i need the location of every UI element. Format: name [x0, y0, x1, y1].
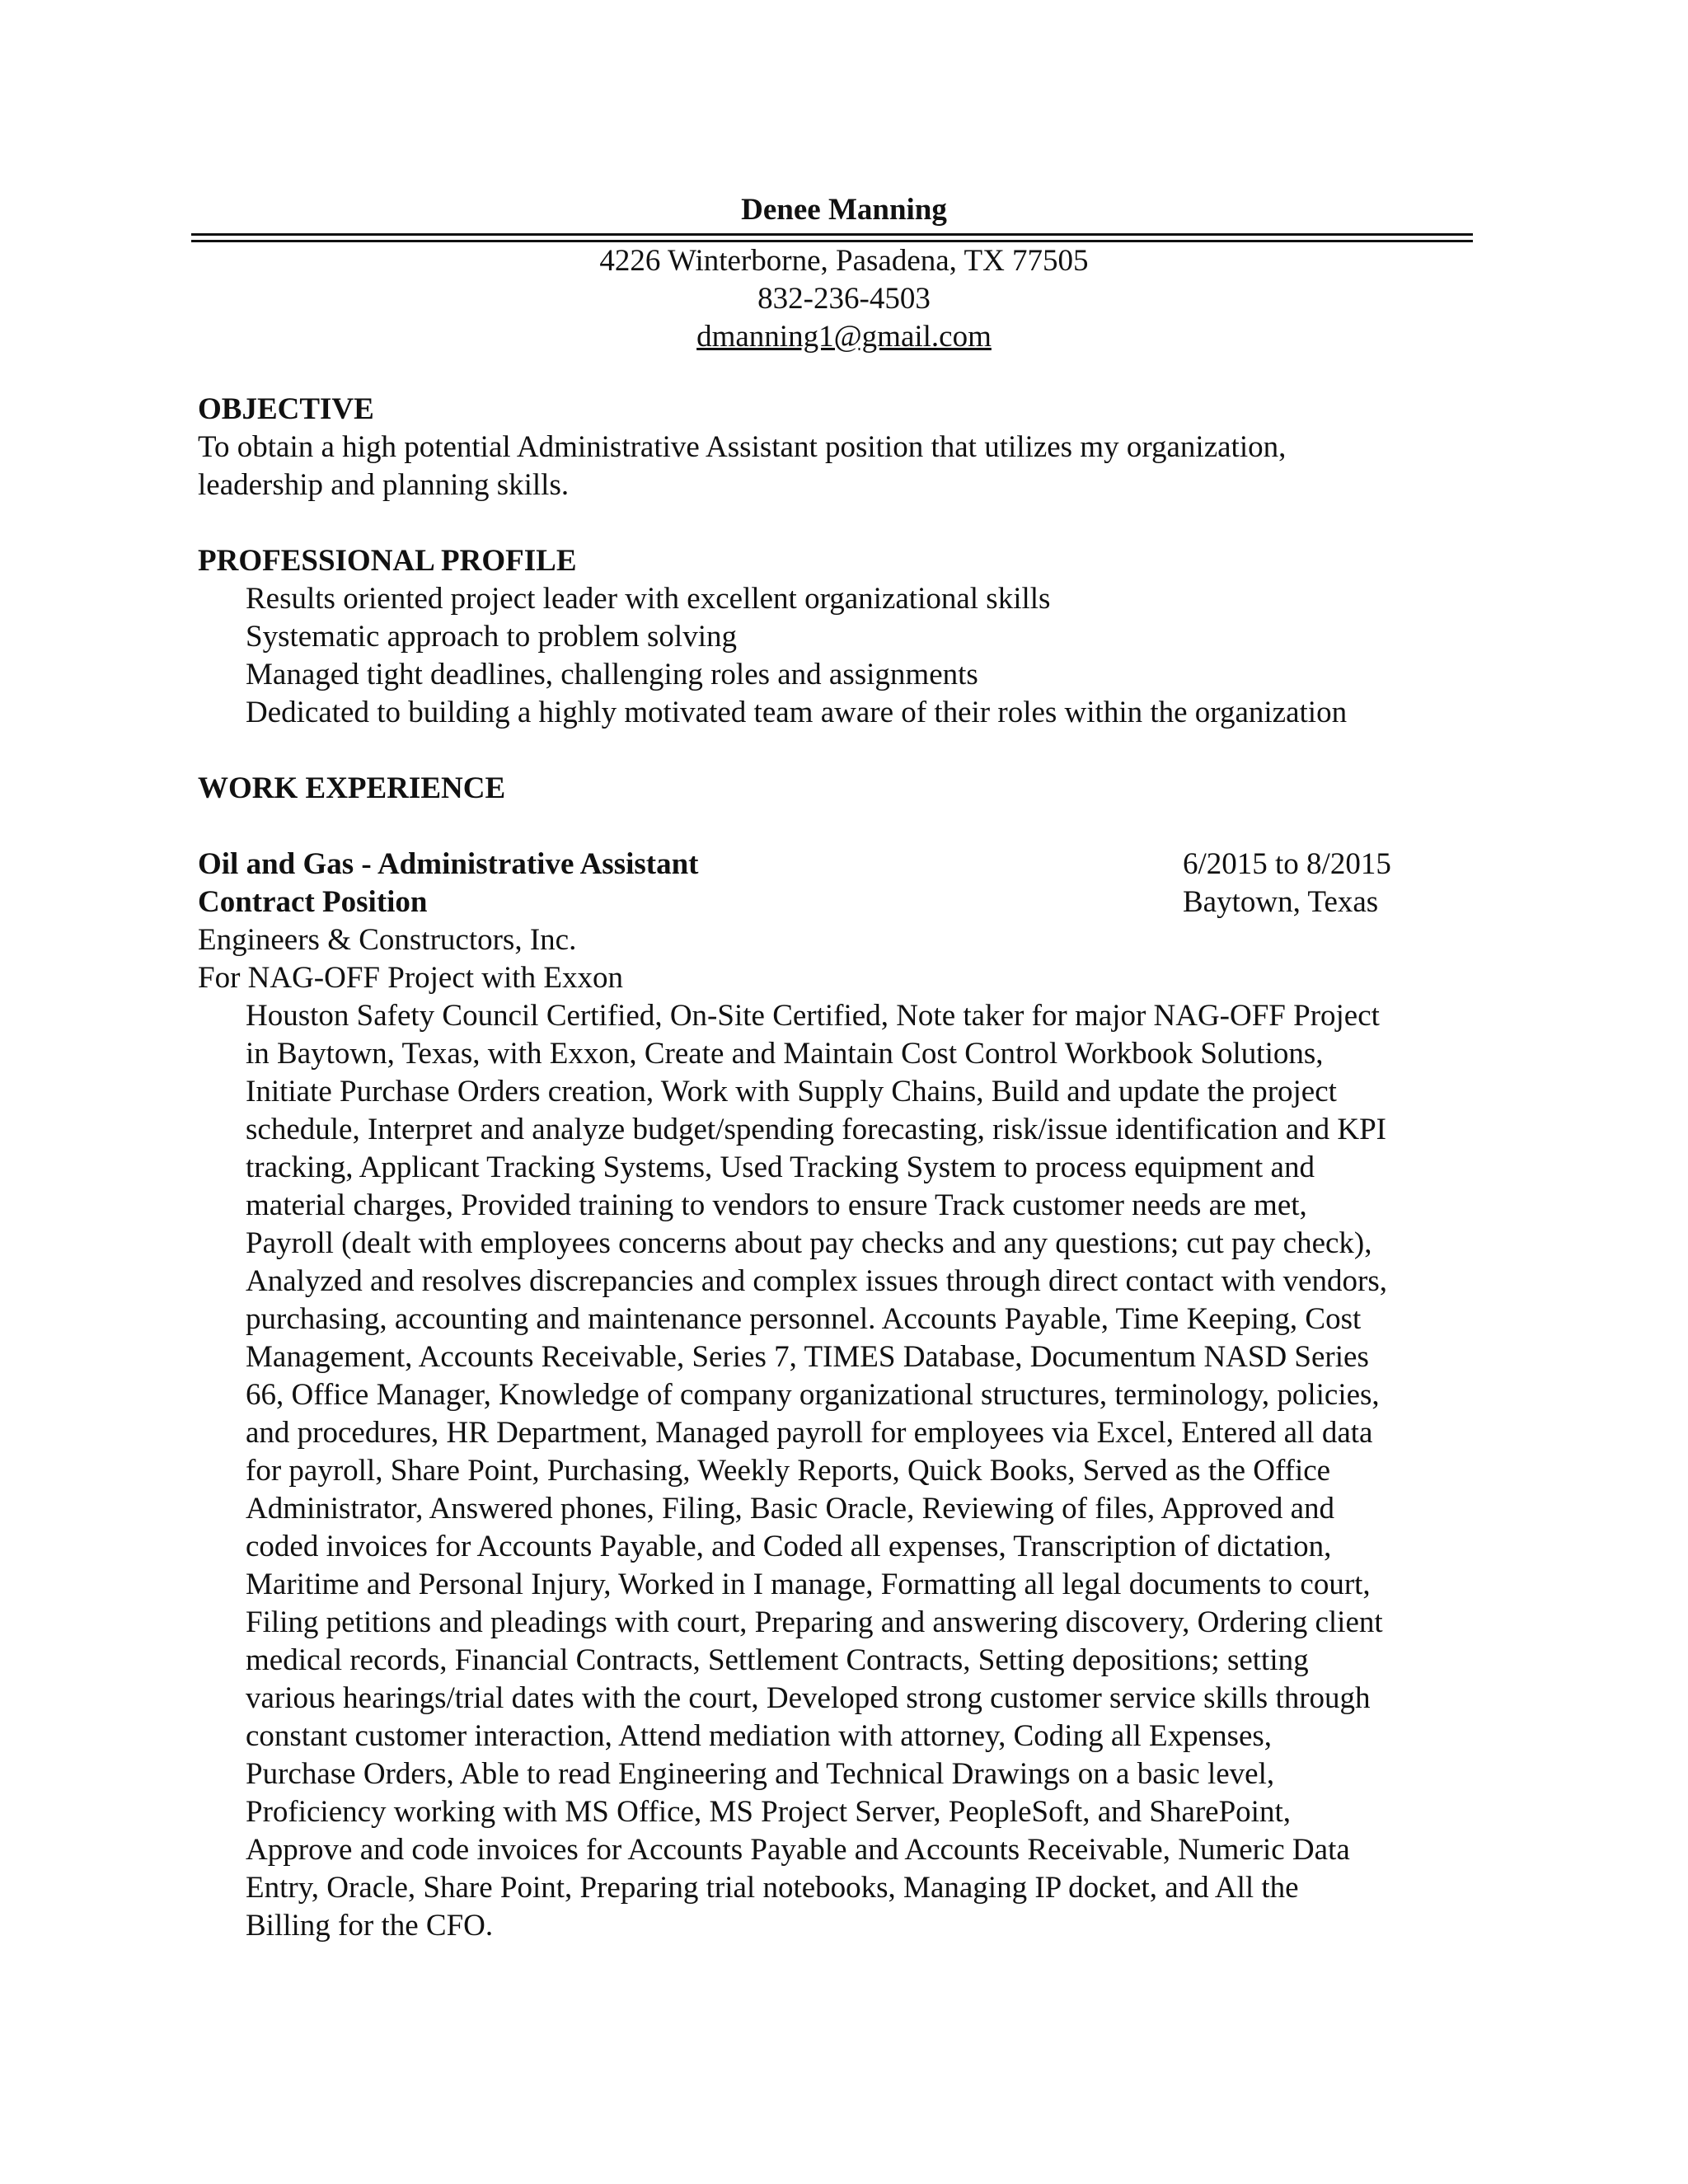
job-detail-line: Proficiency working with MS Office, MS Project Server, PeopleSoft, and SharePoint, [246, 1795, 1291, 1829]
contact-address: 4226 Winterborne, Pasadena, TX 77505 [599, 244, 1089, 278]
job-detail-line: various hearings/trial dates with the court, Developed strong customer service skills through [246, 1681, 1371, 1715]
contact-phone: 832-236-4503 [757, 282, 931, 316]
job-detail-line: Entry, Oracle, Share Point, Preparing trial notebooks, Managing IP docket, and All the [246, 1871, 1299, 1905]
job-detail-line: Billing for the CFO. [246, 1909, 494, 1943]
job-detail-line: coded invoices for Accounts Payable, and Coded all expenses, Transcription of dictation, [246, 1530, 1332, 1563]
job-location: Baytown, Texas [1183, 885, 1379, 919]
header-divider-top [191, 233, 1473, 236]
applicant-name: Denee Manning [741, 193, 947, 227]
profile-item: Results oriented project leader with excellent organizational skills [246, 582, 1051, 616]
job-detail-line: Approve and code invoices for Accounts Payable and Accounts Receivable, Numeric Data [246, 1833, 1350, 1867]
job-detail-line: 66, Office Manager, Knowledge of company organizational structures, terminology, policies, [246, 1378, 1380, 1412]
job-detail-line: Analyzed and resolves discrepancies and complex issues through direct contact with vendors, [246, 1264, 1388, 1298]
job-detail-line: constant customer interaction, Attend mediation with attorney, Coding all Expenses, [246, 1719, 1273, 1753]
job-detail-line: in Baytown, Texas, with Exxon, Create and Maintain Cost Control Workbook Solutions, [246, 1037, 1324, 1071]
job-title: Oil and Gas - Administrative Assistant [198, 847, 699, 881]
job-company: Engineers & Constructors, Inc. [198, 923, 577, 957]
job-detail-line: Maritime and Personal Injury, Worked in I manage, Formatting all legal documents to court, [246, 1568, 1371, 1601]
job-project: For NAG-OFF Project with Exxon [198, 961, 623, 995]
job-position-type: Contract Position [198, 885, 428, 919]
job-detail-line: Initiate Purchase Orders creation, Work with Supply Chains, Build and update the project [246, 1075, 1337, 1108]
profile-heading: PROFESSIONAL PROFILE [198, 544, 577, 578]
job-detail-line: material charges, Provided training to vendors to ensure Track customer needs are met, [246, 1188, 1307, 1222]
contact-email-line [0, 318, 1688, 356]
job-detail-line: medical records, Financial Contracts, Settlement Contracts, Setting depositions; setting [246, 1643, 1309, 1677]
job-detail-line: Houston Safety Council Certified, On-Site Certified, Note taker for major NAG-OFF Project [246, 999, 1380, 1033]
job-detail-line: and procedures, HR Department, Managed payroll for employees via Excel, Entered all data [246, 1416, 1373, 1450]
job-detail-line: purchasing, accounting and maintenance personnel. Accounts Payable, Time Keeping, Cost [246, 1302, 1362, 1336]
contact-email-link[interactable]: dmanning1@gmail.com [696, 320, 992, 354]
experience-heading: WORK EXPERIENCE [198, 771, 506, 805]
objective-line: leadership and planning skills. [198, 468, 570, 502]
job-detail-line: schedule, Interpret and analyze budget/spending forecasting, risk/issue identification and KPI [246, 1113, 1386, 1146]
profile-item: Dedicated to building a highly motivated team aware of their roles within the organization [246, 696, 1348, 729]
profile-item: Managed tight deadlines, challenging roles and assignments [246, 658, 978, 691]
job-detail-line: Purchase Orders, Able to read Engineering and Technical Drawings on a basic level, [246, 1757, 1275, 1791]
job-detail-line: Administrator, Answered phones, Filing, Basic Oracle, Reviewing of files, Approved and [246, 1492, 1335, 1526]
job-detail-line: Payroll (dealt with employees concerns about pay checks and any questions; cut pay check), [246, 1226, 1372, 1260]
objective-line: To obtain a high potential Administrative Assistant position that utilizes my organization, [198, 430, 1287, 464]
job-detail-line: tracking, Applicant Tracking Systems, Used Tracking System to process equipment and [246, 1151, 1315, 1184]
objective-heading: OBJECTIVE [198, 392, 374, 426]
job-detail-line: Management, Accounts Receivable, Series 7, TIMES Database, Documentum NASD Series [246, 1340, 1369, 1374]
job-detail-line: Filing petitions and pleadings with court, Preparing and answering discovery, Ordering client [246, 1605, 1383, 1639]
profile-item: Systematic approach to problem solving [246, 620, 737, 654]
job-dates: 6/2015 to 8/2015 [1183, 847, 1391, 881]
job-detail-line: for payroll, Share Point, Purchasing, Weekly Reports, Quick Books, Served as the Office [246, 1454, 1331, 1488]
